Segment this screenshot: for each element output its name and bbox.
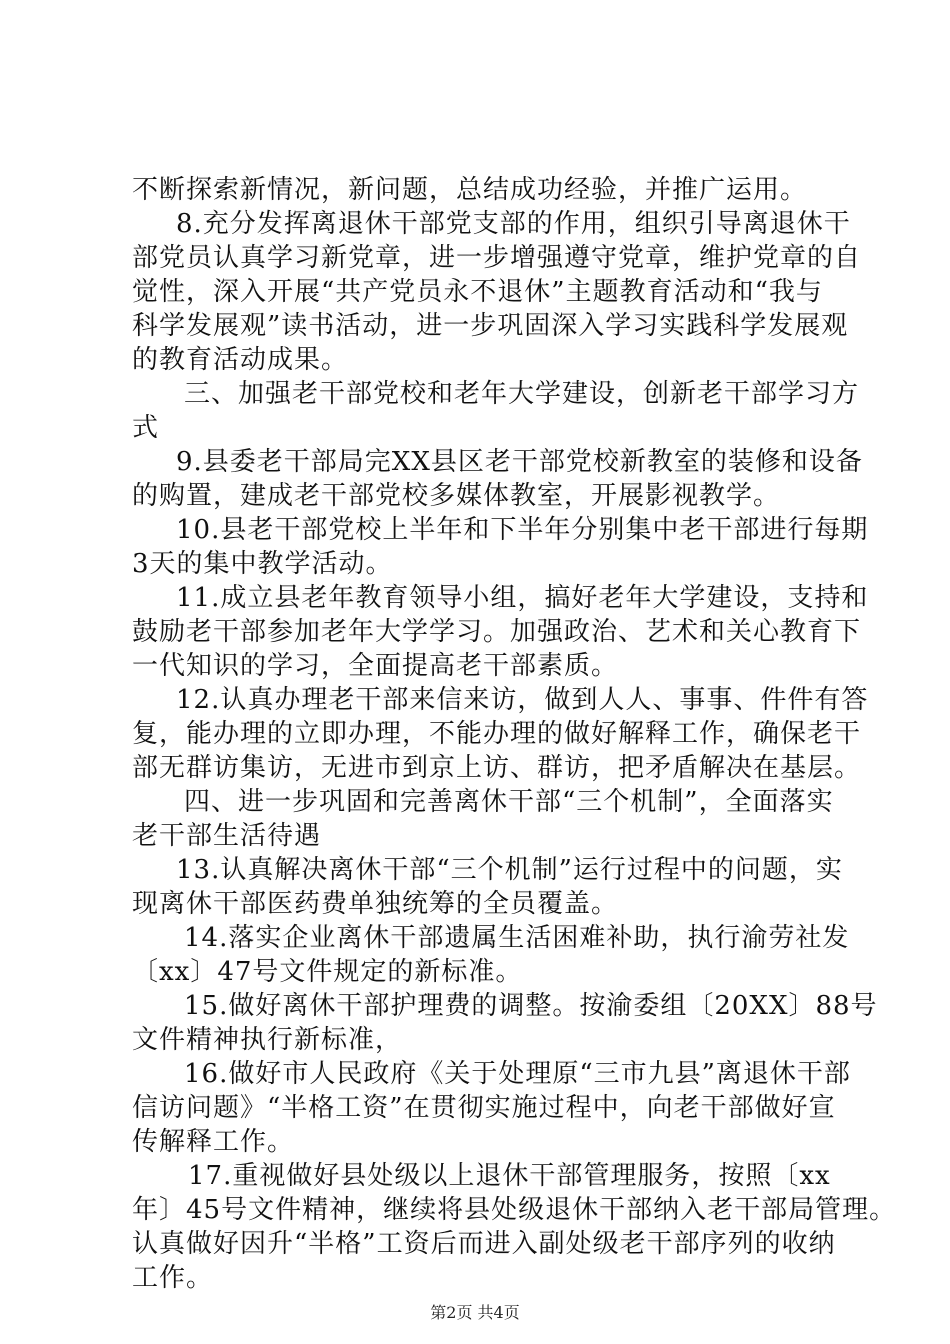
- text-line: 不断探索新情况，新问题，总结成功经验，并推广运用。: [132, 175, 808, 205]
- text-line: 工作。: [132, 1263, 214, 1293]
- text-line: 12.认真办理老干部来信来访，做到人人、事事、件件有答: [176, 685, 869, 715]
- text-line: 一代知识的学习，全面提高老干部素质。: [132, 651, 619, 681]
- text-line: 9.县委老干部局完XX县区老干部党校新教室的装修和设备: [176, 447, 863, 477]
- text-line: 科学发展观”读书活动，进一步巩固深入学习实践科学发展观: [132, 311, 849, 341]
- text-line: 传解释工作。: [132, 1127, 295, 1157]
- section-heading: 三、加强老干部党校和老年大学建设，创新老干部学习方: [184, 379, 860, 409]
- text-line: 8.充分发挥离退休干部党支部的作用，组织引导离退休干: [176, 209, 851, 239]
- text-line: 11.成立县老年教育领导小组，搞好老年大学建设，支持和: [176, 583, 869, 613]
- text-line: 13.认真解决离休干部“三个机制”运行过程中的问题，实: [176, 855, 843, 885]
- section-heading: 四、进一步巩固和完善离休干部“三个机制”，全面落实: [184, 787, 834, 817]
- text-line: 部党员认真学习新党章，进一步增强遵守党章，维护党章的自: [132, 243, 862, 273]
- text-line: 〔xx〕47号文件规定的新标准。: [132, 957, 523, 987]
- text-line: 认真做好因升“半格”工资后而进入副处级老干部序列的收纳: [132, 1229, 836, 1259]
- section-heading: 老干部生活待遇: [132, 821, 322, 851]
- text-line: 觉性，深入开展“共产党员永不退休”主题教育活动和“我与: [132, 277, 823, 307]
- text-line: 14.落实企业离休干部遗属生活困难补助，执行渝劳社发: [184, 923, 850, 953]
- text-line: 17.重视做好县处级以上退休干部管理服务，按照〔xx: [188, 1161, 831, 1191]
- text-line: 10.县老干部党校上半年和下半年分别集中老干部进行每期: [176, 515, 869, 545]
- text-line: 16.做好市人民政府《关于处理原“三市九县”离退休干部: [184, 1059, 851, 1089]
- text-line: 现离休干部医药费单独统筹的全员覆盖。: [132, 889, 619, 919]
- text-line: 15.做好离休干部护理费的调整。按渝委组〔20XX〕88号: [184, 991, 878, 1021]
- text-line: 的教育活动成果。: [132, 345, 349, 375]
- text-line: 鼓励老干部参加老年大学学习。加强政治、艺术和关心教育下: [132, 617, 862, 647]
- text-line: 的购置，建成老干部党校多媒体教室，开展影视教学。: [132, 481, 781, 511]
- text-line: 信访问题》“半格工资”在贯彻实施过程中，向老干部做好宣: [132, 1093, 836, 1123]
- text-line: 复，能办理的立即办理，不能办理的做好解释工作，确保老干: [132, 719, 862, 749]
- text-line: 年〕45号文件精神，继续将县处级退休干部纳入老干部局管理。: [132, 1195, 897, 1225]
- section-heading: 式: [132, 413, 160, 443]
- text-line: 3天的集中教学活动。: [132, 549, 393, 579]
- text-line: 文件精神执行新标准，: [132, 1025, 403, 1055]
- page-number-footer: 第2页 共4页: [430, 1303, 520, 1322]
- text-line: 部无群访集访，无进市到京上访、群访，把矛盾解决在基层。: [132, 753, 862, 783]
